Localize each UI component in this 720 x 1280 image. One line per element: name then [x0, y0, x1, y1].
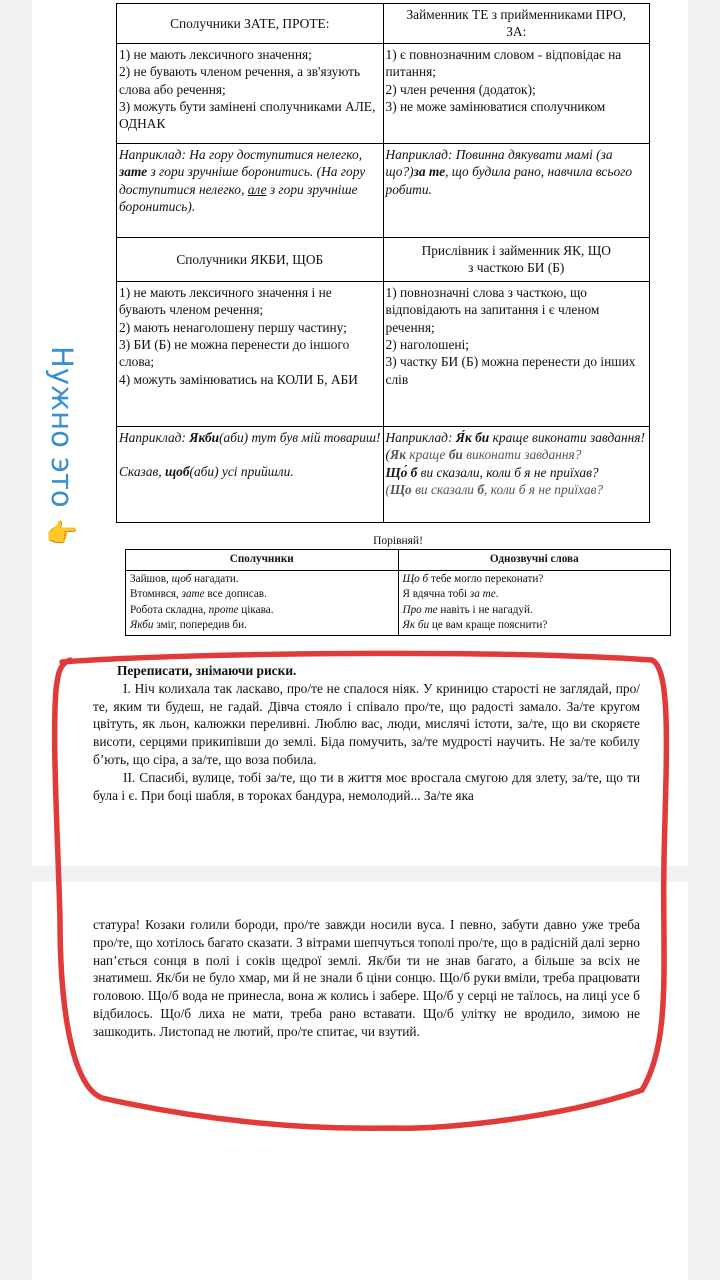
zate-rules: 1) не мають лексичного значення; 2) не бувають членом речення, а зв'язують слова або речення; 3) можуть бути замінені сполучниками АЛЕ, ОДНАК — [117, 43, 384, 143]
exercise-paragraph-1: I. Ніч колихала так ласкаво, про/те не спалося ніяк. У криницю старості не заглядай, про/те, яким ти будеш, не гадай. Дівча стояло і співало про/те, що радості замало. За/те кругом цвітуть, як льон, калюжки переливні. Люблю вас, люди, мислячі істоти, за/те, що ви скоряєте висоти, серцями прикипівши до землі. Біда помучить, за/те мудрості научить. Не за/те кобилу б’ють, що сіра, а за/те, що воза побила. — [93, 680, 640, 767]
header-te-pro-za: Займенник ТЕ з прийменниками ПРО, ЗА: — [383, 4, 650, 44]
te-example: Наприклад: Повинна дякувати мамі (за що?)за те, що будила рано, навчила всього робити. — [383, 143, 650, 237]
list-item: Про те навіть і не нагадуй. — [402, 603, 533, 616]
list-item: Робота складна, проте цікава. — [130, 603, 274, 616]
compare-col-conjunctions: Сполучники — [126, 550, 399, 571]
side-annotation-text: Нужно это — [45, 346, 79, 508]
te-rules: 1) є повнозначним словом - відповідає на питання; 2) член речення (додаток); 3) не може замінюватися сполучником — [383, 43, 650, 143]
header-yak-shcho: Прислівник і займенник ЯК, ЩО з часткою БИ (Б) — [383, 237, 650, 281]
list-item: Якби зміг, попередив би. — [130, 619, 247, 631]
exercise-paragraph-2: II. Спасибі, вулице, тобі за/те, що ти в життя моє вросгала смугою для злету, за/те, що ти була і є. При боці шабля, в тороках бандура, немолодий... За/те яка — [93, 769, 640, 803]
yakby-rules: 1) не мають лексичного значення і не бувають членом речення; 2) мають ненаголошену першу частину; 3) БИ (Б) не можна перенести до іншого слова; 4) можуть замінюватись на КОЛИ Б, АБИ — [117, 281, 384, 426]
yakby-example: Наприклад: Якби(аби) тут був мій товариш! Сказав, щоб(аби) усі прийшли. — [117, 426, 384, 522]
yak-by-rules: 1) повнозначні слова з часткою, що відповідають на запитання і є членом речення; 2) наголошені; 3) частку БИ (Б) можна перенести до інших слів — [383, 281, 650, 426]
pointing-hand-icon: 👉 — [45, 518, 79, 549]
header-yakby-shchob: Сполучники ЯКБИ, ЩОБ — [117, 237, 384, 281]
yak-by-example: Наприклад: Я́к би краще виконати завдання! (Як краще би виконати завдання? Що́ б ви сказали, коли б я не приїхав? (Що ви сказали б, коли б я не приїхав? — [383, 426, 650, 522]
exercise-paragraph-2-continued: статура! Козаки голили бороди, про/те завжди носили вуса. І певно, забути давно уже треба про/те, що хотілось багато сказати. З вітрами шепчуться тополі про/те, що в радісній далі зерно нап’ється сонця в полі і соків щедрої землі. Як/би ти не знав багато, а більше за всіх не знатимеш. Як/би не було хмар, ми й не знали б ціни сонцю. Що/б руки вміли, треба працювати головою. Що/б вода не принесла, вона ж колись і забере. Що/б у серці не таїлось, на лиці усе б відбилось. Що/б лиха не мати, треба рано вставати. Що/б улітку не вродило, зимою не зашкодить. Листопад не лютий, про/те спитає, чи взутий. — [93, 917, 640, 1039]
compare-col-homophones: Однозвучні слова — [398, 550, 671, 571]
header-zate-prote: Сполучники ЗАТЕ, ПРОТЕ: — [117, 4, 384, 44]
list-item: Що б тебе могло переконати? — [402, 572, 544, 585]
zate-example: Наприклад: На гору доступитися нелегко, зате з гори зручніше боронитись. (На гору доступитися нелегко, але з гори зручніше боронитись). — [117, 143, 384, 237]
list-item: Як би це вам краще пояснити? — [402, 619, 548, 631]
side-annotation — [45, 346, 79, 550]
exercise-heading: Переписати, знімаючи риски. — [117, 663, 297, 678]
list-item: Зайшов, щоб нагадати. — [130, 572, 239, 585]
list-item: Я вдячна тобі за те. — [402, 588, 499, 600]
list-item: Втомився, зате все дописав. — [130, 588, 267, 600]
compare-title: Порівняй! — [373, 535, 423, 547]
